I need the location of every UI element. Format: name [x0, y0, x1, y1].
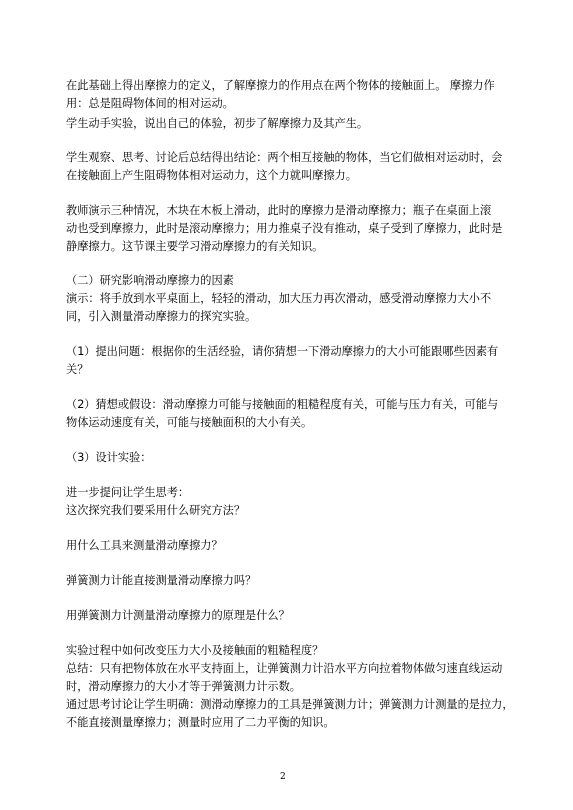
text-line: 在接触面上产生阻碍物体相对运动力，这个力就叫摩擦力。 [66, 169, 357, 182]
text-line: 这次探究我们要采用什么研究方法？ [66, 504, 246, 517]
text-line: 学生观察、思考、讨论后总结得出结论：两个相互接触的物体，当它们做相对运动时，会 [66, 151, 503, 164]
text-line: 关？ [66, 363, 89, 376]
section-heading: （二）研究影响滑动摩擦力的因素 [66, 274, 234, 287]
text-line: 通过思考讨论让学生明确：测滑动摩擦力的工具是弹簧测力计；弹簧测力计测量的是拉力， [66, 698, 514, 711]
text-line: 教师演示三种情况，木块在木板上滑动，此时的摩擦力是滑动摩擦力；瓶子在桌面上滚 [66, 204, 492, 217]
text-line: 物体运动速度有关，可能与接触面积的大小有关。 [66, 416, 313, 429]
text-line: 学生动手实验，说出自己的体验，初步了解摩擦力及其产生。 [66, 117, 369, 130]
text-line: 不能直接测量摩擦力；测量时应用了二力平衡的知识。 [66, 716, 335, 729]
text-line: （2）猜想或假设：滑动摩擦力可能与接触面的粗糙程度有关，可能与压力有关，可能与 [66, 398, 499, 411]
text-line: 用什么工具来测量滑动摩擦力？ [66, 539, 223, 552]
text-line: 进一步提问让学生思考： [66, 486, 190, 499]
text-line: 总结：只有把物体放在水平支持面上，让弹簧测力计沿水平方向拉着物体做匀速直线运动 [66, 662, 503, 675]
text-line: 用：总是阻碍物体间的相对运动。 [66, 97, 234, 110]
text-line: 演示：将手放到水平桌面上，轻轻的滑动，加大压力再次滑动，感受滑动摩擦力大小不 [66, 292, 492, 305]
text-line: （3）设计实验： [66, 451, 152, 464]
page-number: 2 [280, 772, 286, 782]
text-line: 弹簧测力计能直接测量滑动摩擦力吗？ [66, 574, 257, 587]
text-line: 在此基础上得出摩擦力的定义，了解摩擦力的作用点在两个物体的接触面上。 摩擦力作 [66, 79, 495, 92]
text-line: （1）提出问题：根据你的生活经验，请你猜想一下滑动摩擦力的大小可能跟哪些因素有 [66, 345, 499, 358]
text-line: 同，引入测量滑动摩擦力的探究实验。 [66, 310, 257, 323]
text-line: 动也受到摩擦力，此时是滚动摩擦力；用力推桌子没有推动，桌子受到了摩擦力，此时是 [66, 222, 503, 235]
text-line: 时，滑动摩擦力的大小才等于弹簧测力计示数。 [66, 680, 301, 693]
text-line: 用弹簧测力计测量滑动摩擦力的原理是什么？ [66, 609, 290, 622]
text-line: 静摩擦力。这节课主要学习滑动摩擦力的有关知识。 [66, 240, 324, 253]
text-line: 实验过程中如何改变压力大小及接触面的粗糙程度？ [66, 644, 324, 657]
